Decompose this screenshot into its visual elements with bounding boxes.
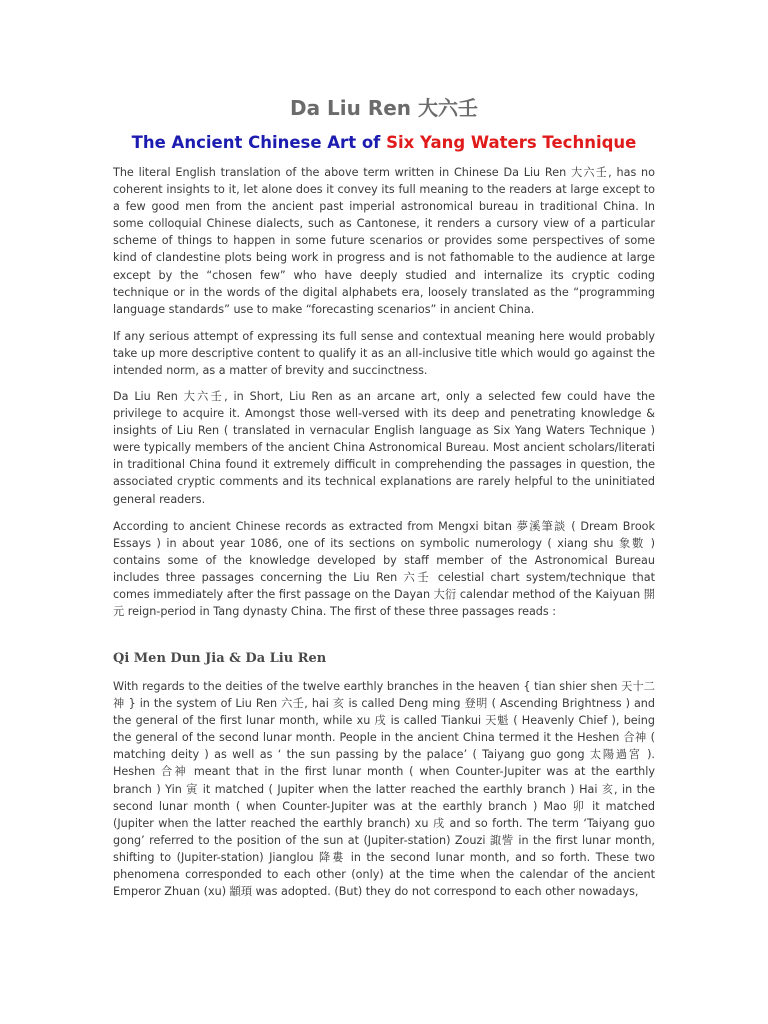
page-title: Da Liu Ren 大六壬	[289, 96, 479, 120]
subtitle-part-red: Six Yang Waters Technique	[386, 133, 637, 152]
paragraph-3: Da Liu Ren 大六壬, in Short, Liu Ren as an arcane art, only a selected few could have the privilege to acquire it. Amongst those well-versed with its deep and penetrating knowledge & insights of Liu Ren ( translated in vernacular English language as Six Yang Waters Technique ) were typically members of the ancient China Astronomical Bureau. Most ancient scholars/literati in traditional China found it extremely difficult in comprehending the passages in question, the associated cryptic comments and its technical explanations are rarely helpful to the uninitiated general readers.	[113, 390, 655, 506]
section-heading: Qi Men Dun Jia & Da Liu Ren	[113, 651, 327, 666]
subtitle-part-blue: The Ancient Chinese Art of	[131, 133, 387, 152]
paragraph-2: If any serious attempt of expressing its full sense and contextual meaning here would probably take up more descriptive content to qualify it as an all-inclusive title which would go against the intended norm, as a matter of brevity and succinctness.	[113, 330, 655, 378]
page-subtitle	[0, 131, 768, 155]
paragraph-1: The literal English translation of the above term written in Chinese Da Liu Ren 大六壬, has no coherent insights to it, let alone does it convey its full meaning to the readers at large except to a few good men from the ancient past imperial astronomical bureau in traditional China. In some colloquial Chinese dialects, such as Cantonese, it renders a cursory view of a particular scheme of things to happen in some future scenarios or provides some perspectives of some kind of clandestine plots being work in progress and is not fathomable to the audience at large except by the “chosen few” who have deeply studied and internalize its cryptic coding technique or in the words of the digital alphabets era, loosely translated as the “programming language standards” use to make “forecasting scenarios” in ancient China.	[113, 166, 655, 316]
section-paragraph: With regards to the deities of the twelve earthly branches in the heaven { tian shier shen 天十二神 } in the system of Liu Ren 六壬, hai 亥 is called Deng ming 登明 ( Ascending Brightness ) and the general of the first lunar month, while xu 戌 is called Tiankui 天魁 ( Heavenly Chief ), being the general of the second lunar month. People in the ancient China termed it the Heshen 合神 ( matching deity ) as well as ‘ the sun passing by the palace’ ( Taiyang guo gong 太陽過宮 ). Heshen 合神 meant that in the first lunar month ( when Counter-Jupiter was at the earthly branch ) Yin 寅 it matched ( Jupiter when the latter reached the earthly branch ) Hai 亥, in the second lunar month ( when Counter-Jupiter was at the earthly branch ) Mao 卯 it matched (Jupiter when the latter reached the earthly branch) xu 戌 and so forth. The term ‘Taiyang guo gong’ referred to the position of the sun at (Jupiter-station) Zouzi 諏訾 in the first lunar month, shifting to (Jupiter-station) Jianglou 降婁 in the second lunar month, and so forth. These two phenomena corresponded to each other (only) at the time when the calendar of the ancient Emperor Zhuan (xu) 顓頊 was adopted. (But) they do not correspond to each other nowadays,	[113, 680, 655, 899]
paragraph-4: According to ancient Chinese records as extracted from Mengxi bitan 夢溪筆談 ( Dream Brook Essays ) in about year 1086, one of its sections on symbolic numerology ( xiang shu 象數 ) contains some of the knowledge developed by staff member of the Astronomical Bureau includes three passages concerning the Liu Ren 六壬 celestial chart system/technique that comes immediately after the first passage on the Dayan 大衍 calendar method of the Kaiyuan 開元 reign-period in Tang dynasty China. The first of these three passages reads :	[113, 520, 655, 619]
